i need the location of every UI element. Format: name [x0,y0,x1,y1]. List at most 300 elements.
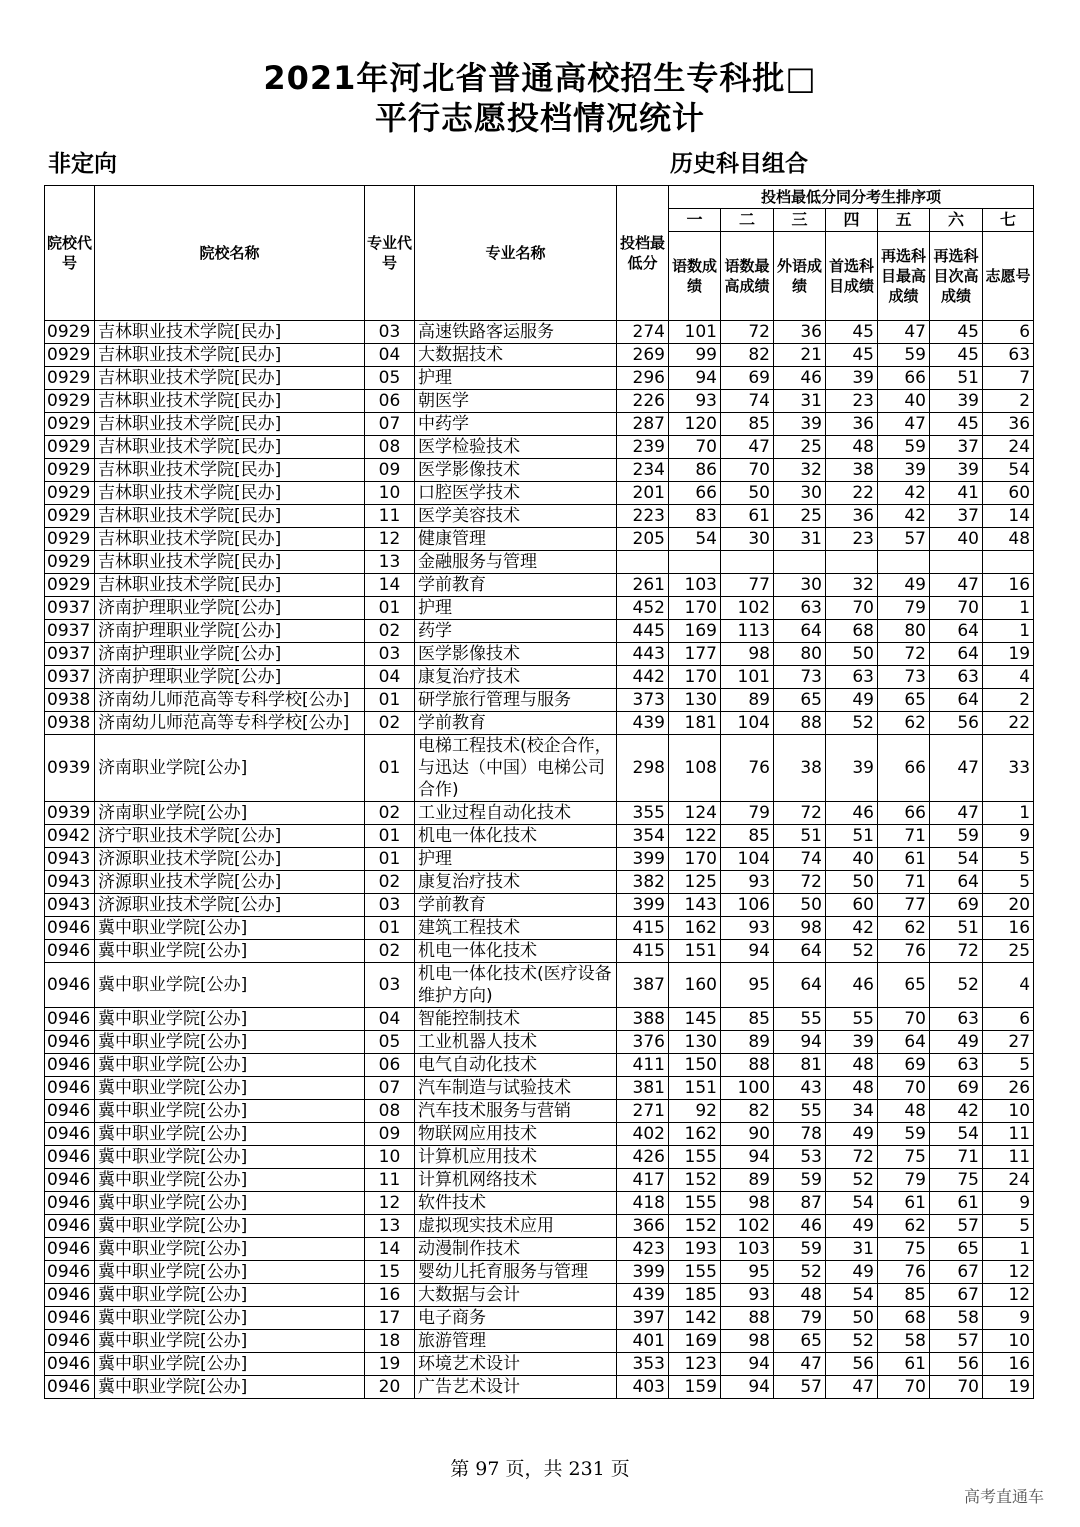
table-row [45,390,1034,413]
cell-chinese-math: 83 [669,505,721,528]
cell-school-code: 0946 [45,1353,95,1376]
table-row [45,1169,1034,1192]
cell-foreign-language: 32 [774,459,826,482]
cell-min-score [617,551,669,574]
cell-chinese-math: 122 [669,825,721,848]
cell-chinese-math-max: 89 [721,1031,774,1054]
cell-elective-second: 72 [930,940,983,963]
cell-foreign-language: 30 [774,574,826,597]
cell-school-code: 0939 [45,802,95,825]
cell-major-name: 康复治疗技术 [415,666,617,689]
cell-elective-max: 61 [878,1353,930,1376]
cell-school-name: 冀中职业学院[公办] [95,917,365,940]
table-row [45,620,1034,643]
cell-major-code: 03 [365,894,415,917]
cell-major-name: 医学检验技术 [415,436,617,459]
cell-chinese-math-max: 85 [721,413,774,436]
cell-major-code: 01 [365,825,415,848]
cell-elective-max: 61 [878,848,930,871]
cell-min-score: 415 [617,917,669,940]
cell-chinese-math-max: 94 [721,1376,774,1399]
cell-major-code: 01 [365,597,415,620]
cell-chinese-math: 185 [669,1284,721,1307]
cell-elective-max: 58 [878,1330,930,1353]
cell-foreign-language: 88 [774,712,826,735]
cell-elective-second: 67 [930,1284,983,1307]
cell-foreign-language: 81 [774,1054,826,1077]
cell-foreign-language: 36 [774,321,826,344]
cell-major-code: 11 [365,1169,415,1192]
cell-elective-second: 70 [930,1376,983,1399]
cell-chinese-math: 124 [669,802,721,825]
table-row [45,712,1034,735]
cell-major-name: 动漫制作技术 [415,1238,617,1261]
cell-chinese-math-max: 98 [721,1192,774,1215]
cell-elective-second: 56 [930,1353,983,1376]
cell-major-code: 15 [365,1261,415,1284]
cell-elective-second: 67 [930,1261,983,1284]
cell-first-subject: 46 [826,802,878,825]
cell-chinese-math-max: 79 [721,802,774,825]
cell-min-score: 239 [617,436,669,459]
cell-major-name: 软件技术 [415,1192,617,1215]
cell-school-code: 0942 [45,825,95,848]
cell-first-subject: 72 [826,1146,878,1169]
cell-foreign-language: 65 [774,689,826,712]
cell-school-name: 济南幼儿师范高等专科学校[公办] [95,689,365,712]
cell-school-name: 济南职业学院[公办] [95,802,365,825]
cell-major-name: 口腔医学技术 [415,482,617,505]
cell-school-code: 0943 [45,894,95,917]
cell-major-name: 高速铁路客运服务 [415,321,617,344]
cell-major-name: 健康管理 [415,528,617,551]
cell-major-name: 大数据技术 [415,344,617,367]
cell-major-code: 01 [365,735,415,802]
cell-chinese-math: 177 [669,643,721,666]
header-order-3: 三 [774,209,826,232]
cell-elective-max: 65 [878,689,930,712]
cell-first-subject: 54 [826,1284,878,1307]
cell-preference-no: 6 [983,1008,1034,1031]
table-row [45,505,1034,528]
cell-first-subject: 70 [826,597,878,620]
cell-chinese-math: 92 [669,1100,721,1123]
cell-chinese-math-max: 30 [721,528,774,551]
cell-foreign-language: 59 [774,1238,826,1261]
header-school-name: 院校名称 [95,186,365,321]
cell-school-code: 0929 [45,413,95,436]
cell-major-name: 医学影像技术 [415,459,617,482]
category-label: 非定向 [48,151,117,177]
cell-school-code: 0929 [45,367,95,390]
cell-school-name: 冀中职业学院[公办] [95,1169,365,1192]
cell-elective-second: 57 [930,1215,983,1238]
cell-chinese-math: 86 [669,459,721,482]
cell-first-subject: 46 [826,963,878,1008]
cell-school-name: 冀中职业学院[公办] [95,1330,365,1353]
cell-chinese-math: 159 [669,1376,721,1399]
cell-preference-no: 2 [983,689,1034,712]
cell-min-score: 426 [617,1146,669,1169]
cell-major-code: 13 [365,1215,415,1238]
cell-chinese-math: 108 [669,735,721,802]
cell-elective-max: 76 [878,940,930,963]
cell-major-code: 01 [365,917,415,940]
cell-school-code: 0937 [45,597,95,620]
cell-chinese-math-max: 88 [721,1307,774,1330]
cell-major-code: 19 [365,1353,415,1376]
cell-major-code: 11 [365,505,415,528]
table-row [45,666,1034,689]
cell-major-code: 04 [365,344,415,367]
cell-min-score: 296 [617,367,669,390]
cell-elective-second: 40 [930,528,983,551]
cell-elective-second: 63 [930,1054,983,1077]
cell-chinese-math-max: 93 [721,917,774,940]
cell-school-name: 冀中职业学院[公办] [95,1123,365,1146]
table-row [45,436,1034,459]
cell-major-name: 研学旅行管理与服务 [415,689,617,712]
cell-chinese-math: 143 [669,894,721,917]
cell-school-name: 冀中职业学院[公办] [95,1261,365,1284]
cell-first-subject: 49 [826,1215,878,1238]
cell-elective-second: 54 [930,848,983,871]
cell-chinese-math: 120 [669,413,721,436]
cell-school-name: 吉林职业技术学院[民办] [95,344,365,367]
cell-first-subject: 60 [826,894,878,917]
cell-chinese-math: 155 [669,1192,721,1215]
cell-foreign-language: 47 [774,1353,826,1376]
cell-major-code: 07 [365,413,415,436]
cell-first-subject: 40 [826,848,878,871]
cell-school-code: 0946 [45,1008,95,1031]
cell-chinese-math: 193 [669,1238,721,1261]
cell-min-score: 205 [617,528,669,551]
cell-elective-second: 69 [930,1077,983,1100]
cell-min-score: 376 [617,1031,669,1054]
cell-first-subject: 68 [826,620,878,643]
cell-first-subject: 51 [826,825,878,848]
cell-chinese-math-max: 85 [721,825,774,848]
cell-chinese-math-max: 102 [721,1215,774,1238]
cell-foreign-language: 30 [774,482,826,505]
cell-chinese-math-max: 72 [721,321,774,344]
cell-chinese-math: 54 [669,528,721,551]
cell-foreign-language: 64 [774,963,826,1008]
cell-min-score: 355 [617,802,669,825]
cell-school-name: 济南护理职业学院[公办] [95,620,365,643]
cell-elective-max: 40 [878,390,930,413]
table-row [45,574,1034,597]
cell-chinese-math-max: 104 [721,848,774,871]
cell-chinese-math: 93 [669,390,721,413]
cell-preference-no: 24 [983,436,1034,459]
cell-elective-max: 42 [878,482,930,505]
cell-elective-max: 69 [878,1054,930,1077]
cell-elective-max: 57 [878,528,930,551]
cell-min-score: 397 [617,1307,669,1330]
cell-chinese-math: 66 [669,482,721,505]
cell-school-code: 0946 [45,940,95,963]
table-row [45,735,1034,802]
cell-foreign-language: 31 [774,528,826,551]
cell-first-subject: 45 [826,321,878,344]
cell-major-name: 广告艺术设计 [415,1376,617,1399]
cell-chinese-math-max: 98 [721,1330,774,1353]
cell-chinese-math: 70 [669,436,721,459]
cell-major-code: 04 [365,666,415,689]
cell-elective-max: 59 [878,436,930,459]
document-title-line2: 平行志愿投档情况统计 [374,99,705,137]
cell-school-code: 0946 [45,1169,95,1192]
cell-school-name: 冀中职业学院[公办] [95,940,365,963]
cell-foreign-language: 50 [774,894,826,917]
cell-elective-second: 65 [930,1238,983,1261]
cell-preference-no: 9 [983,1192,1034,1215]
cell-foreign-language: 48 [774,1284,826,1307]
cell-school-code: 0929 [45,551,95,574]
cell-major-code: 01 [365,848,415,871]
cell-elective-max: 39 [878,459,930,482]
table-row [45,689,1034,712]
cell-chinese-math-max: 82 [721,344,774,367]
cell-chinese-math-max: 94 [721,1353,774,1376]
cell-preference-no: 5 [983,871,1034,894]
cell-school-name: 吉林职业技术学院[民办] [95,367,365,390]
cell-chinese-math-max: 82 [721,1100,774,1123]
cell-major-name: 汽车技术服务与营销 [415,1100,617,1123]
cell-elective-second: 49 [930,1031,983,1054]
cell-chinese-math-max: 94 [721,1146,774,1169]
cell-major-code: 17 [365,1307,415,1330]
cell-min-score: 387 [617,963,669,1008]
cell-min-score: 388 [617,1008,669,1031]
cell-major-code: 04 [365,1008,415,1031]
cell-preference-no: 48 [983,528,1034,551]
cell-school-name: 济源职业技术学院[公办] [95,894,365,917]
cell-elective-max: 61 [878,1192,930,1215]
cell-chinese-math: 170 [669,666,721,689]
cell-chinese-math-max: 89 [721,689,774,712]
cell-major-code: 06 [365,390,415,413]
cell-major-code: 03 [365,963,415,1008]
cell-first-subject: 48 [826,1077,878,1100]
table-row [45,1008,1034,1031]
cell-preference-no: 10 [983,1100,1034,1123]
cell-chinese-math: 94 [669,367,721,390]
cell-major-name: 护理 [415,367,617,390]
cell-chinese-math: 152 [669,1215,721,1238]
cell-school-name: 济源职业技术学院[公办] [95,871,365,894]
cell-foreign-language: 31 [774,390,826,413]
cell-foreign-language: 55 [774,1008,826,1031]
cell-preference-no: 19 [983,643,1034,666]
cell-min-score: 445 [617,620,669,643]
cell-first-subject: 49 [826,1123,878,1146]
cell-major-name: 旅游管理 [415,1330,617,1353]
cell-school-name: 吉林职业技术学院[民办] [95,436,365,459]
cell-chinese-math: 155 [669,1261,721,1284]
cell-major-name: 环境艺术设计 [415,1353,617,1376]
cell-major-code: 05 [365,1031,415,1054]
cell-elective-second: 45 [930,344,983,367]
header-item-first-subject: 首选科目成绩 [826,232,878,321]
cell-school-code: 0937 [45,666,95,689]
cell-foreign-language: 72 [774,802,826,825]
table-row [45,1261,1034,1284]
cell-elective-second: 64 [930,689,983,712]
cell-min-score: 399 [617,894,669,917]
cell-preference-no: 60 [983,482,1034,505]
cell-elective-max: 71 [878,871,930,894]
cell-school-code: 0946 [45,1146,95,1169]
cell-school-name: 吉林职业技术学院[民办] [95,505,365,528]
cell-school-name: 吉林职业技术学院[民办] [95,321,365,344]
cell-school-name: 吉林职业技术学院[民办] [95,551,365,574]
cell-chinese-math-max: 61 [721,505,774,528]
cell-foreign-language: 80 [774,643,826,666]
cell-major-code: 05 [365,367,415,390]
cell-first-subject: 55 [826,1008,878,1031]
cell-preference-no: 1 [983,620,1034,643]
cell-elective-second: 57 [930,1330,983,1353]
header-order-1: 一 [669,209,721,232]
cell-school-name: 冀中职业学院[公办] [95,963,365,1008]
cell-first-subject: 52 [826,712,878,735]
cell-chinese-math-max: 47 [721,436,774,459]
cell-major-name: 护理 [415,597,617,620]
cell-school-code: 0946 [45,1054,95,1077]
table-row [45,597,1034,620]
cell-chinese-math-max: 103 [721,1238,774,1261]
cell-first-subject: 23 [826,390,878,413]
cell-min-score: 411 [617,1054,669,1077]
cell-chinese-math: 145 [669,1008,721,1031]
table-row [45,802,1034,825]
cell-school-name: 济南护理职业学院[公办] [95,643,365,666]
table-row [45,1353,1034,1376]
cell-elective-max: 70 [878,1077,930,1100]
cell-elective-max: 62 [878,917,930,940]
header-major-name: 专业名称 [415,186,617,321]
cell-chinese-math-max: 104 [721,712,774,735]
cell-school-name: 济源职业技术学院[公办] [95,848,365,871]
cell-elective-max: 59 [878,344,930,367]
cell-elective-max: 70 [878,1376,930,1399]
cell-first-subject: 49 [826,1261,878,1284]
cell-first-subject: 52 [826,940,878,963]
document-title-line1: 2021年河北省普通高校招生专科批□ [263,59,817,97]
cell-major-name: 康复治疗技术 [415,871,617,894]
cell-preference-no: 5 [983,1054,1034,1077]
cell-school-name: 冀中职业学院[公办] [95,1054,365,1077]
cell-chinese-math: 130 [669,689,721,712]
cell-chinese-math-max: 93 [721,1284,774,1307]
cell-school-code: 0946 [45,1261,95,1284]
header-item-preference-no: 志愿号 [983,232,1034,321]
cell-major-name: 电子商务 [415,1307,617,1330]
cell-elective-second: 39 [930,459,983,482]
cell-major-code: 12 [365,528,415,551]
cell-school-name: 冀中职业学院[公办] [95,1077,365,1100]
cell-chinese-math-max: 101 [721,666,774,689]
table-row [45,551,1034,574]
cell-major-code: 12 [365,1192,415,1215]
cell-school-code: 0929 [45,459,95,482]
header-item-foreign-language: 外语成绩 [774,232,826,321]
cell-elective-second: 63 [930,666,983,689]
table-row [45,367,1034,390]
cell-first-subject: 31 [826,1238,878,1261]
cell-first-subject: 50 [826,871,878,894]
cell-elective-second: 47 [930,802,983,825]
cell-major-code: 20 [365,1376,415,1399]
cell-min-score: 269 [617,344,669,367]
cell-foreign-language: 52 [774,1261,826,1284]
cell-major-code: 13 [365,551,415,574]
header-school-code: 院校代号 [45,186,95,321]
cell-major-name: 朝医学 [415,390,617,413]
cell-major-code: 03 [365,321,415,344]
cell-elective-max: 79 [878,1169,930,1192]
cell-major-name: 中药学 [415,413,617,436]
header-item-elective-max: 再选科目最高成绩 [878,232,930,321]
cell-chinese-math: 170 [669,848,721,871]
header-order-2: 二 [721,209,774,232]
cell-elective-max: 73 [878,666,930,689]
cell-preference-no: 2 [983,390,1034,413]
cell-first-subject: 38 [826,459,878,482]
cell-foreign-language: 64 [774,940,826,963]
cell-foreign-language: 43 [774,1077,826,1100]
cell-first-subject: 39 [826,735,878,802]
cell-elective-max: 85 [878,1284,930,1307]
cell-major-name: 金融服务与管理 [415,551,617,574]
cell-elective-second: 51 [930,917,983,940]
cell-first-subject: 54 [826,1192,878,1215]
cell-foreign-language: 87 [774,1192,826,1215]
cell-preference-no: 1 [983,1238,1034,1261]
cell-chinese-math: 150 [669,1054,721,1077]
cell-school-code: 0943 [45,848,95,871]
cell-first-subject: 23 [826,528,878,551]
cell-chinese-math-max: 102 [721,597,774,620]
cell-chinese-math-max: 98 [721,643,774,666]
cell-school-name: 冀中职业学院[公办] [95,1284,365,1307]
cell-preference-no: 10 [983,1330,1034,1353]
header-item-chinese-math-max: 语数最高成绩 [721,232,774,321]
cell-school-code: 0929 [45,390,95,413]
cell-foreign-language: 57 [774,1376,826,1399]
cell-min-score: 399 [617,848,669,871]
cell-preference-no: 16 [983,1353,1034,1376]
cell-chinese-math: 151 [669,940,721,963]
cell-first-subject: 52 [826,1169,878,1192]
cell-first-subject: 63 [826,666,878,689]
cell-elective-second: 59 [930,825,983,848]
cell-school-name: 冀中职业学院[公办] [95,1146,365,1169]
cell-first-subject: 39 [826,367,878,390]
cell-elective-second: 64 [930,643,983,666]
cell-elective-second: 71 [930,1146,983,1169]
table-row [45,459,1034,482]
cell-foreign-language: 46 [774,1215,826,1238]
cell-school-code: 0943 [45,871,95,894]
cell-foreign-language: 74 [774,848,826,871]
cell-chinese-math-max: 90 [721,1123,774,1146]
cell-foreign-language: 55 [774,1100,826,1123]
cell-chinese-math-max: 113 [721,620,774,643]
